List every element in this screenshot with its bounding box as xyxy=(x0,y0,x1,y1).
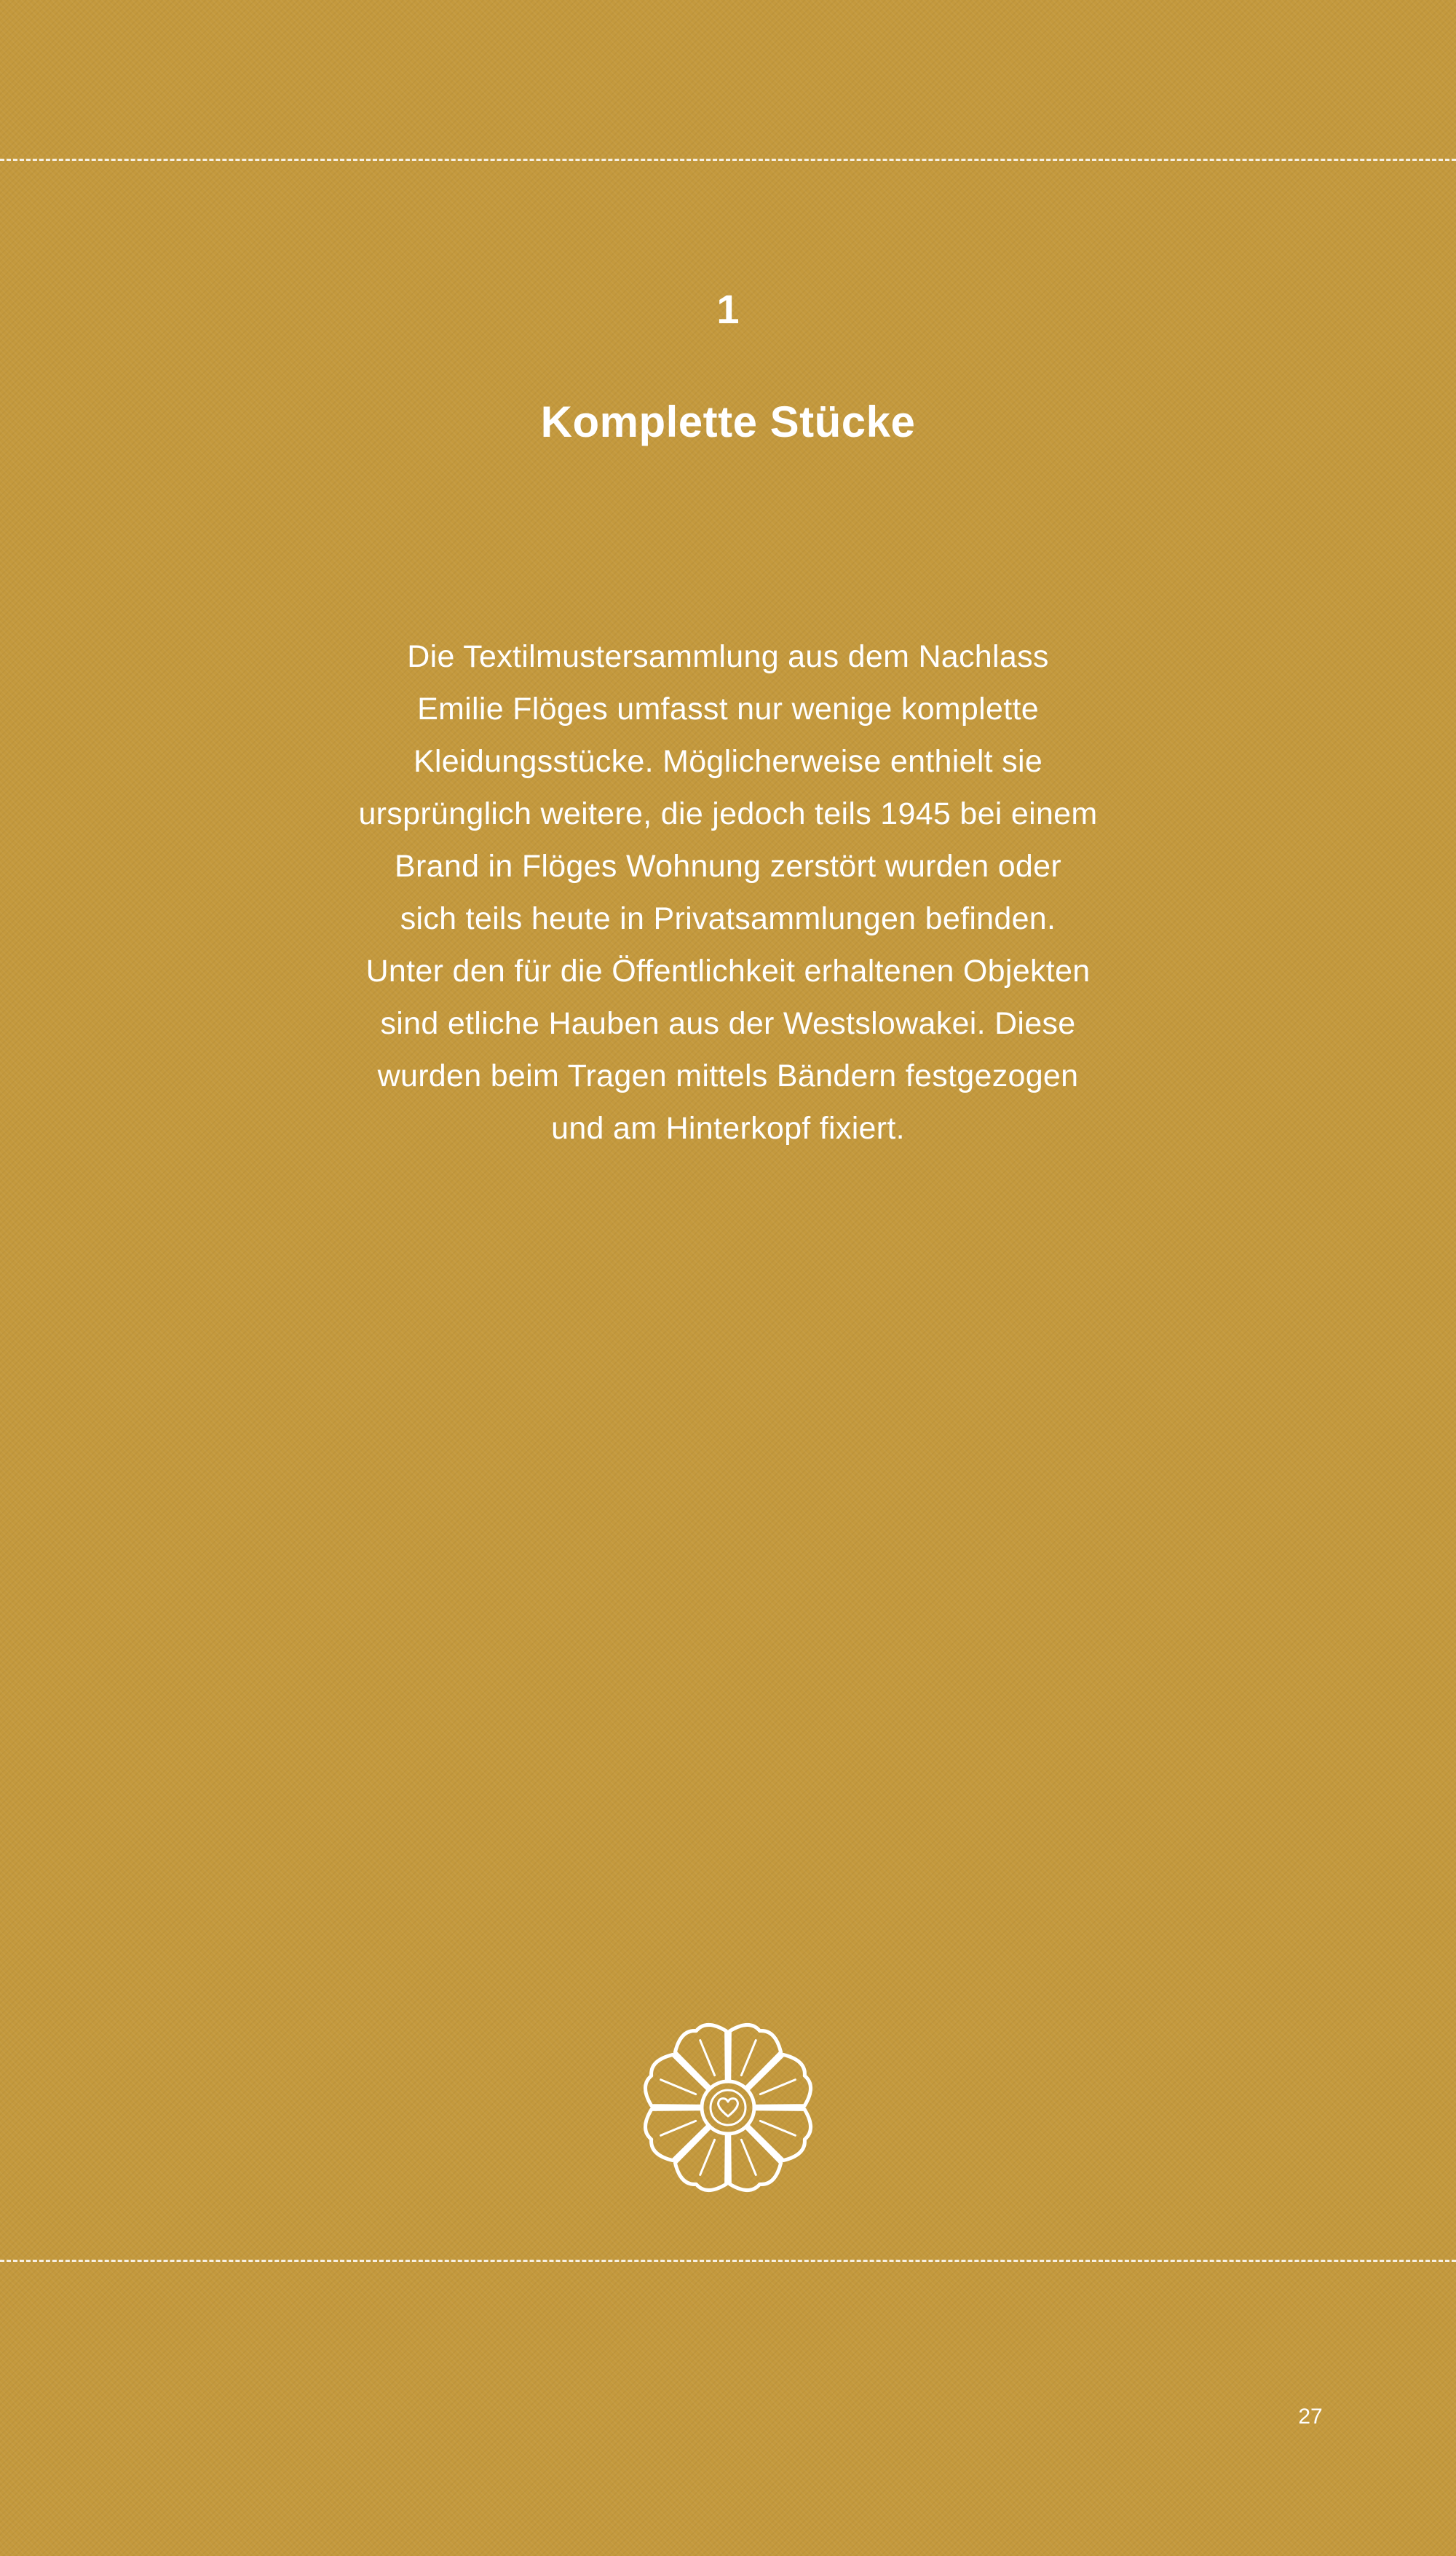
petal-vein xyxy=(700,2041,715,2076)
petal-vein xyxy=(661,2121,696,2135)
petal-vein xyxy=(661,2080,696,2094)
page-number: 27 xyxy=(1298,2405,1323,2429)
body-line: und am Hinterkopf fixiert. xyxy=(551,1111,905,1146)
body-line: Unter den für die Öffentlichkeit erhaltenen Objekten xyxy=(365,954,1091,989)
heart-icon xyxy=(719,2099,738,2117)
petal-vein xyxy=(760,2080,795,2094)
body-line: Die Textilmustersammlung aus dem Nachlass xyxy=(407,639,1049,674)
top-dashed-divider xyxy=(0,159,1456,161)
body-line: sind etliche Hauben aus der Westslowakei. Diese xyxy=(380,1006,1076,1041)
body-line: wurden beim Tragen mittels Bändern festgezogen xyxy=(377,1059,1079,1093)
body-line: ursprünglich weitere, die jedoch teils 1945 bei einem xyxy=(358,796,1098,831)
body-line: Emilie Flöges umfasst nur wenige komplette xyxy=(417,692,1039,727)
chapter-title: Komplette Stücke xyxy=(540,397,916,446)
petal-vein xyxy=(741,2140,756,2175)
flower-center-inner xyxy=(711,2090,745,2125)
petal-vein xyxy=(741,2041,756,2076)
petal-vein xyxy=(700,2140,715,2175)
chapter-number: 1 xyxy=(716,286,740,332)
petal-vein xyxy=(760,2121,795,2135)
body-line: sich teils heute in Privatsammlungen befinden. xyxy=(400,901,1056,936)
flower-heart-icon xyxy=(630,2009,826,2206)
body-line: Kleidungsstücke. Möglicherweise enthielt sie xyxy=(413,744,1043,779)
body-line: Brand in Flöges Wohnung zerstört wurden oder xyxy=(395,849,1061,884)
body-paragraph xyxy=(218,630,1238,1155)
bottom-dashed-divider xyxy=(0,2260,1456,2262)
